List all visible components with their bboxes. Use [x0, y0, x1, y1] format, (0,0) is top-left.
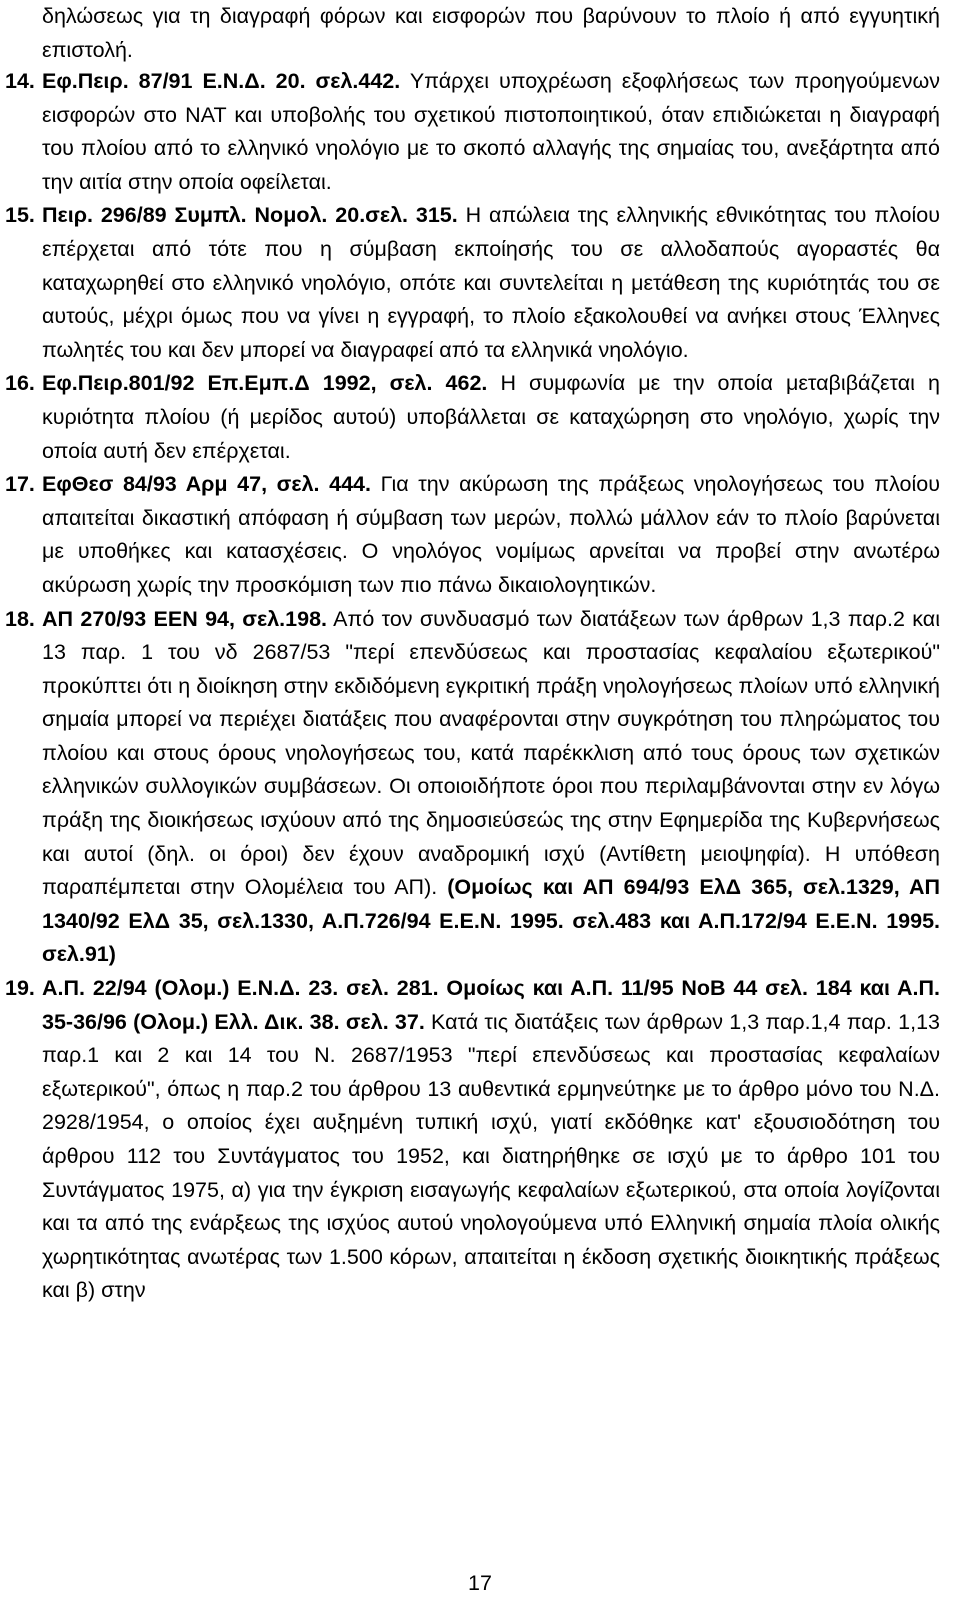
entry-citation: ΑΠ 270/93 ΕΕΝ 94, σελ.198.	[42, 606, 327, 631]
entry-body	[42, 468, 940, 602]
entry-number: 14.	[5, 69, 35, 93]
case-entry-19	[0, 972, 960, 1308]
continuation-paragraph: δηλώσεως για τη διαγραφή φόρων και εισφορών που βαρύνουν το πλοίο ή από εγγυητική επιστολή.	[42, 4, 940, 62]
case-entry-15	[0, 199, 960, 367]
case-entry-14	[0, 65, 960, 199]
entry-text: Για την ακύρωση της πράξεως νηολογήσεως του πλοίου απαιτείται δικαστική απόφαση ή σύμβαση των μερών, πολλώ μάλλον εάν το πλοίο βαρύνεται με υποθήκες και κατασχέσεις. Ο νηολόγος νομίμως αρνείται να προβεί στην ανωτέρω ακύρωση χωρίς την προσκόμιση των πιο πάνω δικαιολογητικών.	[42, 472, 940, 597]
case-entry-16	[0, 367, 960, 468]
entry-body	[42, 65, 940, 199]
entry-citation: Πειρ. 296/89 Συμπλ. Νομολ. 20.σελ. 315.	[42, 203, 458, 228]
entry-citation: ΕφΘεσ 84/93 Αρμ 47, σελ. 444.	[42, 472, 371, 497]
case-entry-17	[0, 468, 960, 602]
case-entry-18	[0, 603, 960, 973]
entry-number: 17.	[5, 472, 35, 497]
page-number: 17	[468, 1571, 492, 1595]
entry-number: 18.	[5, 606, 35, 631]
entry-body	[42, 367, 940, 468]
entry-citation: Εφ.Πειρ.801/92 Επ.Εμπ.Δ 1992, σελ. 462.	[42, 371, 488, 396]
entry-number: 19.	[5, 976, 35, 1001]
entry-trailing-citation: (Ομοίως και ΑΠ 694/93 ΕλΔ 365, σελ.1329, ΑΠ 1340/92 ΕλΔ 35, σελ.1330, Α.Π.726/94 Ε.Ε.Ν. 1995. σελ.483 και Α.Π.172/94 Ε.Ε.Ν. 1995. σελ.91)	[42, 875, 940, 967]
entry-number: 15.	[5, 203, 35, 228]
entry-citation: Εφ.Πειρ. 87/91 Ε.Ν.Δ. 20. σελ.442.	[42, 69, 401, 93]
entry-body	[42, 603, 940, 973]
entry-text: Υπάρχει υποχρέωση εξοφλήσεως των προηγούμενων εισφορών στο ΝΑΤ και υποβολής του σχετικού πιστοποιητικού, όταν επιδιώκεται η διαγραφή του πλοίου από το ελληνικό νηολόγιο με το σκοπό αλλαγής της σημαίας του, ανεξάρτητα από την αιτία στην οποία οφείλεται.	[42, 69, 940, 194]
entry-body	[42, 199, 940, 367]
entry-text: Από τον συνδυασμό των διατάξεων των άρθρων 1,3 παρ.2 και 13 παρ. 1 του νδ 2687/53 "περί επενδύσεως και προστασίας κεφαλαίου εξωτερικού" προκύπτει ότι η διοίκηση στην εκδιδόμενη εγκριτική πράξη νηολογήσεως πλοίων υπό ελληνική σημαία μπορεί να περιέχει διατάξεις που αναφέρονται στην συγκρότηση του πληρώματος του πλοίου και στους όρους νηολογήσεως του, κατά παρέκκλιση από τους όρους των σχετικών ελληνικών συλλογικών συμβάσεων. Οι οποιοιδήποτε όροι που περιλαμβάνονται στην εν λόγω πράξη της διοικήσεως ισχύουν από της δημοσιεύσεώς της στην Εφημερίδα της Κυβερνήσεως και αυτοί (δηλ. οι όροι) δεν έχουν αναδρομική ισχύ (Αντίθετη μειοψηφία). Η υπόθεση παραπέμπεται στην Ολομέλεια του ΑΠ).	[42, 606, 940, 900]
entry-citation: Α.Π. 22/94 (Ολομ.) Ε.Ν.Δ. 23. σελ. 281. Ομοίως και Α.Π. 11/95 ΝοΒ 44 σελ. 184 και Α.Π. 35-36/96 (Ολομ.) Ελλ. Δικ. 38. σελ. 37.	[42, 976, 940, 1034]
entry-text: Κατά τις διατάξεις των άρθρων 1,3 παρ.1,4 παρ. 1,13 παρ.1 και 2 και 14 του Ν. 2687/1953 "περί επενδύσεως και προστασίας κεφαλαίων εξωτερικού", όπως η παρ.2 του άρθρου 13 αυθεντικά ερμηνεύτηκε με το άρθρο μόνο του Ν.Δ. 2928/1954, ο οποίος έχει αυξημένη τυπική ισχύ, γιατί εκδόθηκε κατ' εξουσιοδότηση του άρθρου 112 του Συντάγματος του 1952, και διατηρήθηκε σε ισχύ με το άρθρο 101 του Συντάγματος 1975, α) για την έγκριση εισαγωγής κεφαλαίων εξωτερικού, στα οποία λογίζονται και τα από της ενάρξεως της ισχύος αυτού νηολογούμενα υπό Ελληνική σημαία πλοία ολικής χωρητικότητας ανωτέρας των 1.500 κόρων, απαιτείται η έκδοση σχετικής διοικητικής πράξεως και β) στην	[42, 1009, 940, 1303]
entry-body	[42, 972, 940, 1308]
case-law-list	[0, 65, 960, 1308]
entry-number: 16.	[5, 371, 35, 396]
entry-text: Η απώλεια της ελληνικής εθνικότητας του πλοίου επέρχεται από τότε που η σύμβαση εκποίησής του σε αλλοδαπούς αγοραστές θα καταχωρηθεί στο ελληνικό νηολόγιο, οπότε και συντελείται η μετάθεση της κυριότητάς του σε αυτούς, μέχρι όμως που να γίνει η εγγραφή, το πλοίο εξακολουθεί να ανήκει στους Έλληνες πωλητές του και δεν μπορεί να διαγραφεί από τα ελληνικά νηολόγιο.	[42, 203, 940, 362]
entry-text: Η συμφωνία με την οποία μεταβιβάζεται η κυριότητα πλοίου (ή μερίδος αυτού) υποβάλλεται σε καταχώρηση στο νηολόγιο, χωρίς την οποία αυτή δεν επέρχεται.	[42, 371, 940, 463]
